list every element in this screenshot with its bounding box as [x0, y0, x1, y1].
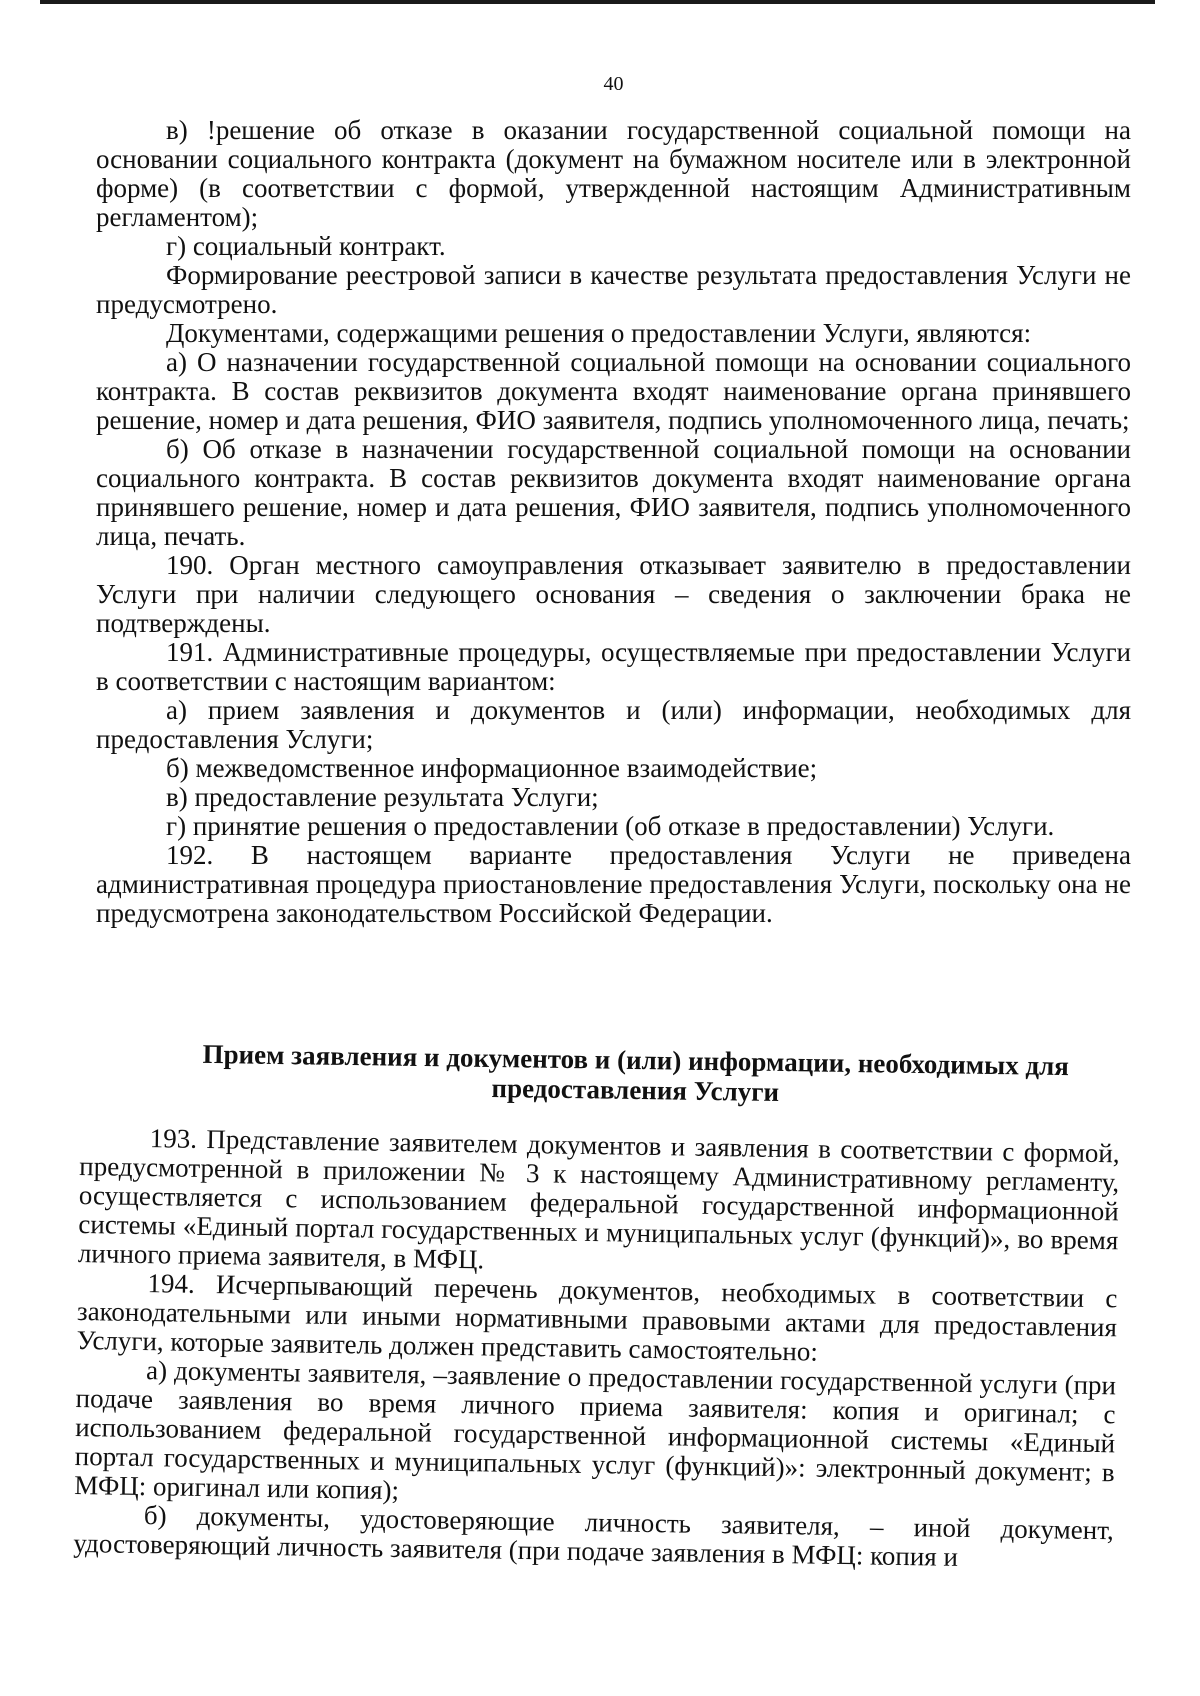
section-heading: Прием заявления и документов и (или) информации, необходимых для предоставления Услуги: [202, 1038, 1070, 1107]
body-text-top: [96, 116, 1131, 928]
paragraph-194-b: б) документы, удостоверяющие личность заявителя, – иной документ, удостоверяющий личность заявителя (при подаче заявления в МФЦ: копия и: [73, 1500, 1114, 1572]
paragraph-191-v: в) предоставление результата Услуги;: [166, 782, 599, 812]
paragraph-193: 193. Представление заявителем документов и заявления в соответствии с формой, предусмотренной в приложении № 3 к настоящему Административному регламенту, осуществляется с использованием федеральной государственной информационной системы «Единый портал государственных и муниципальных услуг (функций)», во время личного приема заявителя, в МФЦ.: [77, 1123, 1120, 1275]
paragraph-191-g: г) принятие решения о предоставлении (об отказе в предоставлении) Услуги.: [166, 811, 1055, 841]
paragraph-191-b: б) межведомственное информационное взаимодействие;: [166, 753, 818, 783]
paragraph-appointment-decision: а) О назначении государственной социальной помощи на основании социального контракта. В состав реквизитов документа входят наименование органа принявшего решение, номер и дата решения, ФИО заявителя, подпись уполномоченного лица, печать;: [96, 347, 1131, 435]
paragraph-social-contract: г) социальный контракт.: [166, 231, 446, 261]
paragraph-registry-record: Формирование реестровой записи в качестве результата предоставления Услуги не предусмотрено.: [96, 260, 1131, 319]
paragraph-191: 191. Административные процедуры, осуществляемые при предоставлении Услуги в соответствии с настоящим вариантом:: [96, 637, 1131, 696]
top-scan-border: [40, 0, 1155, 4]
paragraph-result-refusal: в) !решение об отказе в оказании государственной социальной помощи на основании социального контракта (документ на бумажном носителе или в электронной форме) (в соответствии с формой, утвержденной настоящим Административным регламентом);: [96, 115, 1131, 232]
paragraph-refusal-decision: б) Об отказе в назначении государственной социальной помощи на основании социального контракта. В состав реквизитов документа входят наименование органа принявшего решение, номер и дата решения, ФИО заявителя, подпись уполномоченного лица, печать.: [96, 434, 1131, 551]
paragraph-194: 194. Исчерпывающий перечень документов, необходимых в соответствии с законодательными или иными нормативными правовыми актами для предоставления Услуги, которые заявитель должен представить самостоятельно:: [76, 1268, 1118, 1367]
paragraph-191-a: а) прием заявления и документов и (или) информации, необходимых для предоставления Услуги;: [96, 695, 1131, 754]
paragraph-192: 192. В настоящем варианте предоставления Услуги не приведена административная процедура приостановление предоставления Услуги, поскольку она не предусмотрена законодательством Российской Федерации.: [96, 840, 1131, 928]
paragraph-190: 190. Орган местного самоуправления отказывает заявителю в предоставлении Услуги при наличии следующего основания – сведения о заключении брака не подтверждены.: [96, 550, 1131, 638]
page-number: 40: [603, 73, 624, 95]
paragraph-194-a: а) документы заявителя, –заявление о предоставлении государственной услуги (при подаче заявления во время личного приема заявителя: копия и оригинал; с использованием федеральной государственной информационной системы «Единый портал государственных и муниципальных услуг (функций)»: электронный документ; в МФЦ: оригинал или копия);: [74, 1355, 1117, 1506]
paragraph-decision-documents: Документами, содержащими решения о предоставлении Услуги, являются:: [166, 318, 1032, 348]
body-text-bottom: [73, 1123, 1120, 1574]
